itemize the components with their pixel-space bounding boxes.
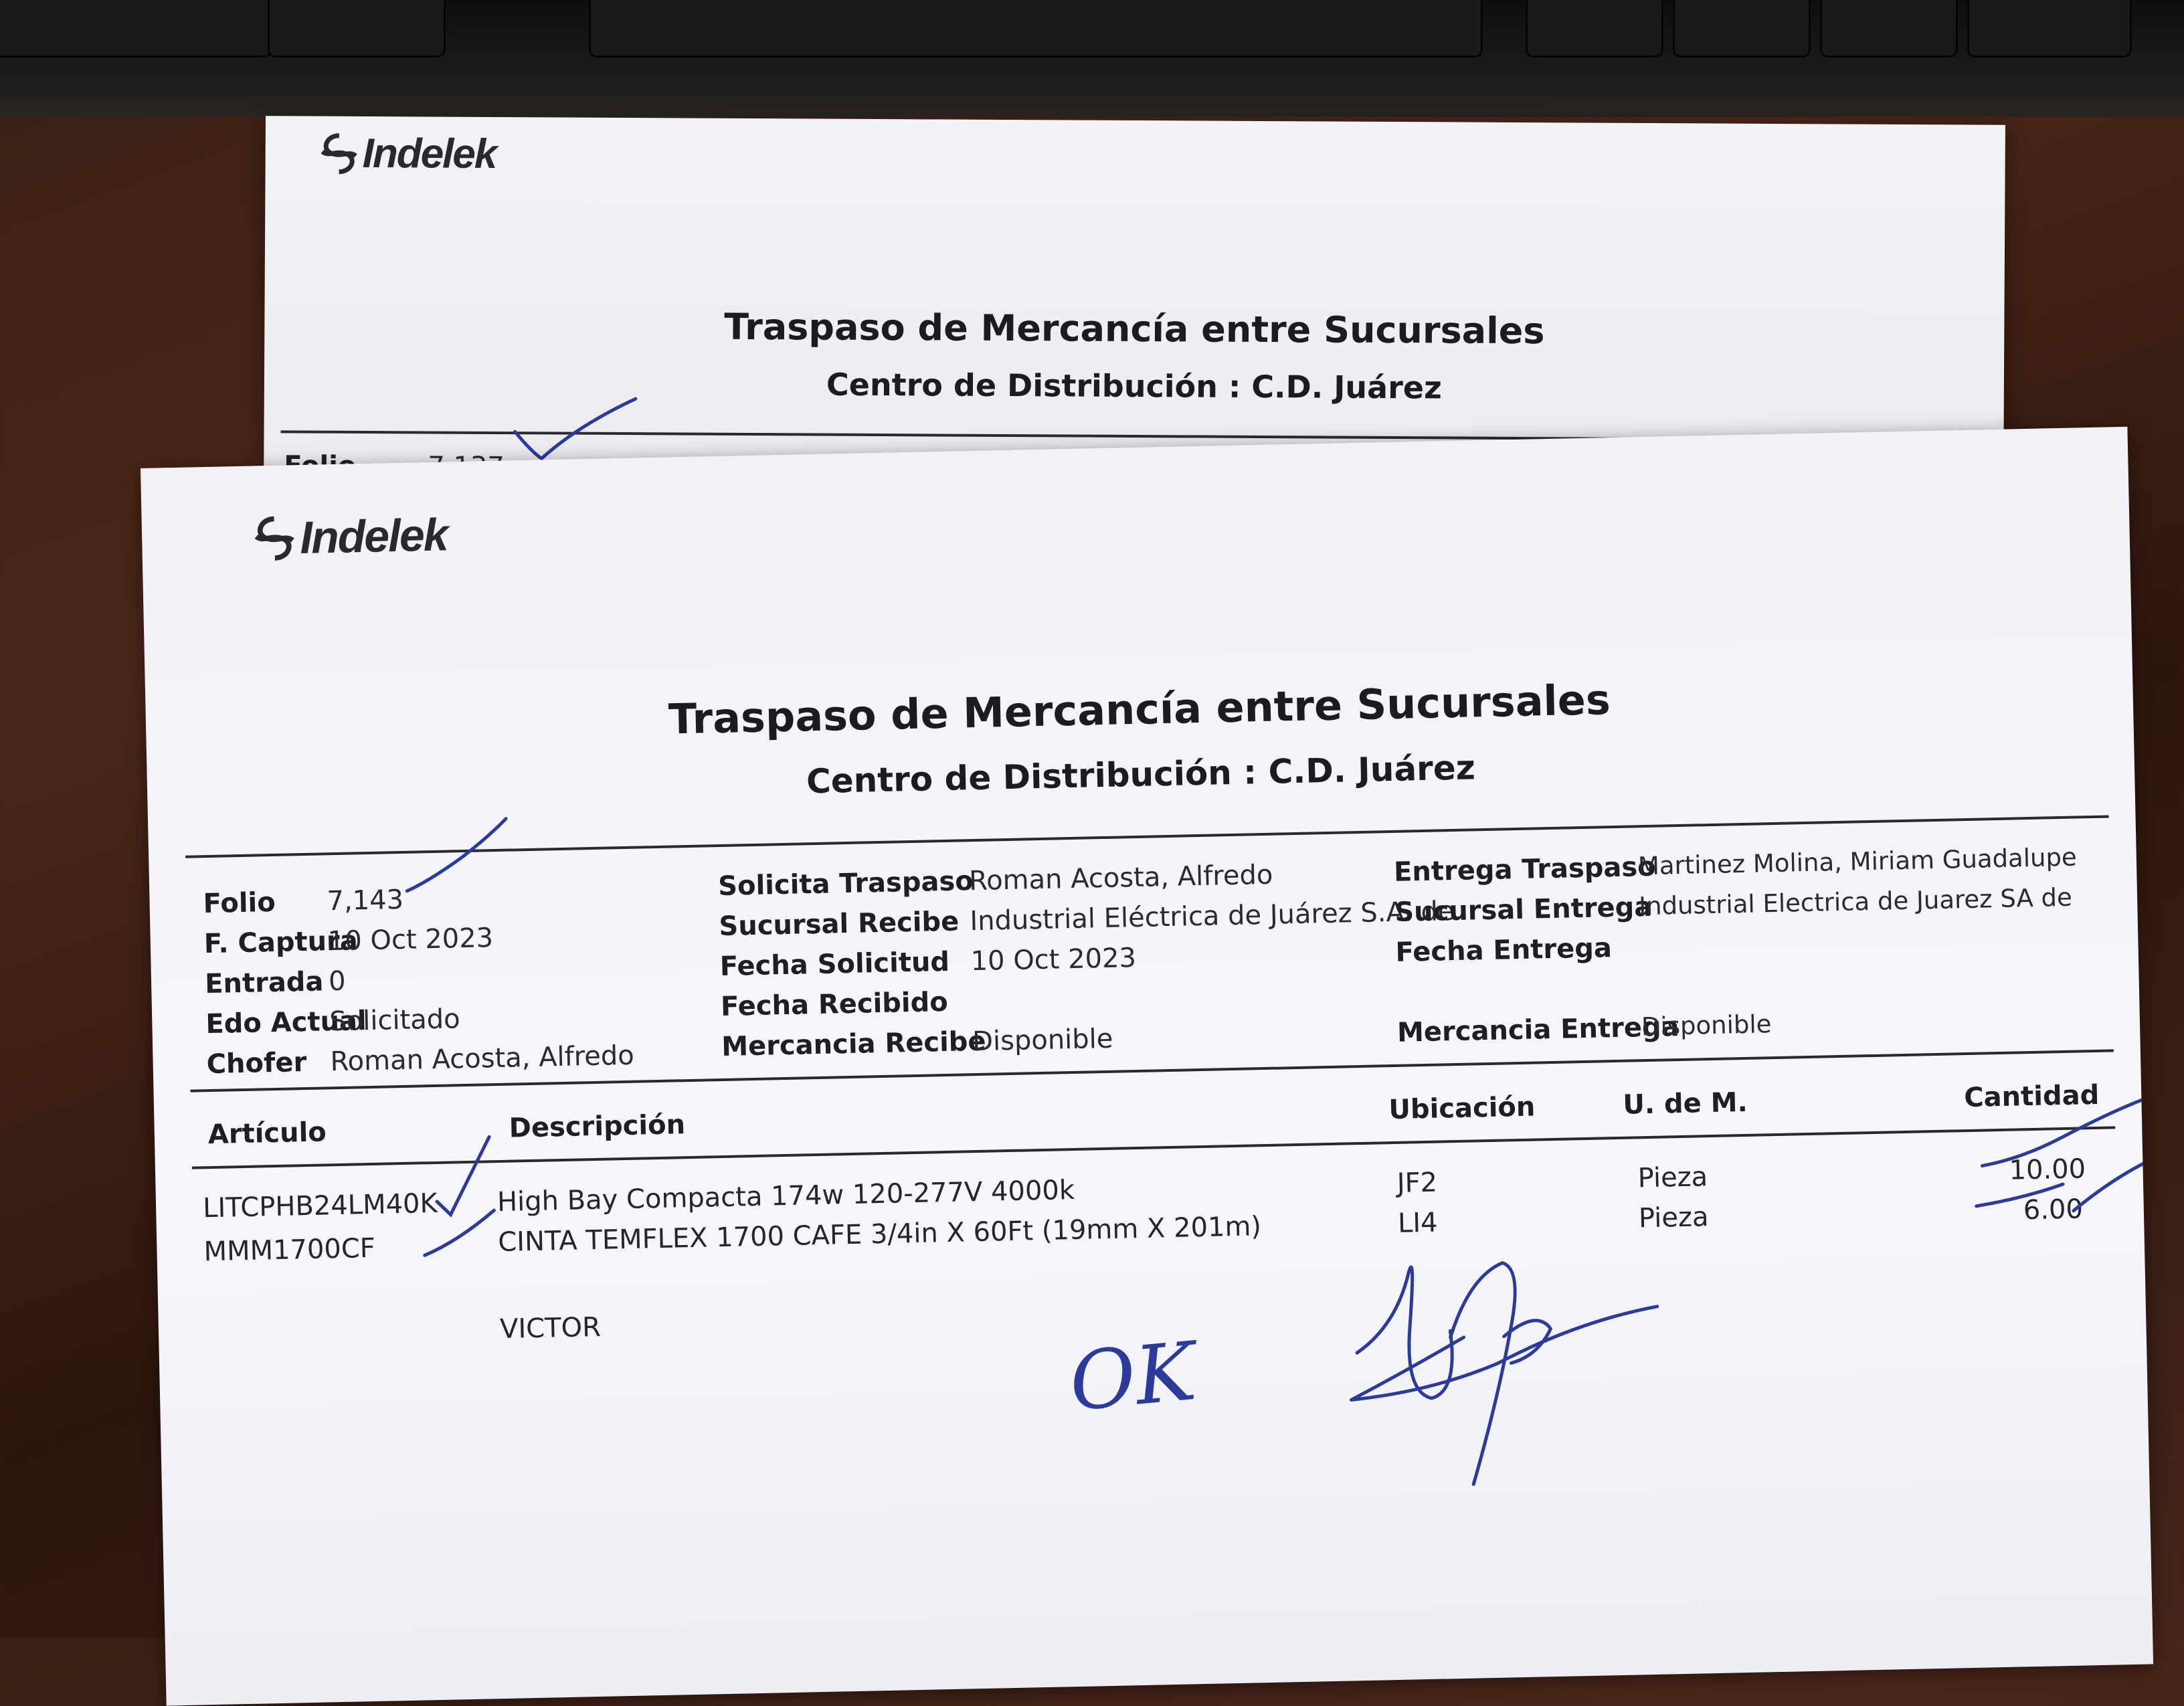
folio-label: Folio — [203, 886, 276, 920]
row2-ubicacion: LI4 — [1397, 1207, 1439, 1239]
fecha-recibido-label: Fecha Recibido — [720, 986, 949, 1023]
indelek-logo — [316, 130, 496, 178]
row1-cantidad: 10.00 — [2009, 1153, 2086, 1186]
row1-ubicacion: JF2 — [1396, 1167, 1438, 1199]
col-articulo-header: Artículo — [207, 1117, 327, 1151]
mercancia-recibe-value: Disponible — [972, 1023, 1113, 1058]
mercancia-entrega-value: Disponible — [1641, 1010, 1772, 1042]
entrega-label: Entrega Traspaso — [1393, 851, 1657, 888]
entrega-value: Martinez Molina, Miriam Guadalupe — [1637, 842, 2078, 881]
keyboard-key — [268, 0, 446, 58]
keyboard-key — [0, 0, 272, 58]
row2-udm: Pieza — [1638, 1202, 1709, 1234]
captura-value: 10 Oct 2023 — [327, 923, 494, 957]
logo-text: Indelek — [362, 130, 496, 178]
mercancia-entrega-label: Mercancia Entrega — [1396, 1012, 1680, 1048]
logo-text: Indelek — [299, 509, 448, 564]
table-header-divider — [192, 1126, 2115, 1169]
indelek-swirl-icon — [248, 512, 300, 565]
document-subtitle: Centro de Distribución : C.D. Juárez — [826, 366, 1442, 406]
document-title: Traspaso de Mercancía entre Sucursales — [724, 305, 1545, 353]
entrada-value: 0 — [328, 965, 347, 998]
keyboard-key — [1967, 0, 2132, 58]
fecha-entrega-label: Fecha Entrega — [1395, 933, 1613, 968]
row2-cantidad: 6.00 — [2023, 1194, 2084, 1226]
document-subtitle: Centro de Distribución : C.D. Juárez — [806, 748, 1476, 801]
keyboard-key — [1820, 0, 1958, 58]
captura-label: F. Captura — [203, 925, 359, 960]
sucursal-entrega-label: Sucursal Entrega — [1394, 891, 1653, 928]
col-descripcion-header: Descripción — [509, 1109, 686, 1144]
edo-actual-label: Edo Actual — [205, 1006, 367, 1040]
keyboard-key — [1526, 0, 1663, 58]
col-udm-header: U. de M. — [1622, 1086, 1748, 1121]
folio-value: 7,143 — [327, 884, 404, 917]
mercancia-recibe-label: Mercancia Recibe — [721, 1026, 986, 1063]
row1-udm: Pieza — [1637, 1161, 1708, 1194]
solicita-value: Roman Acosta, Alfredo — [968, 859, 1273, 897]
document-title: Traspaso de Mercancía entre Sucursales — [668, 675, 1611, 744]
col-ubicacion-header: Ubicación — [1388, 1091, 1536, 1126]
indelek-logo — [248, 508, 448, 565]
row2-descripcion: CINTA TEMFLEX 1700 CAFE 3/4in X 60Ft (19mm X 201m) — [497, 1211, 1262, 1258]
sucursal-recibe-value: Industrial Eléctrica de Juárez S.A. de — [969, 896, 1455, 937]
sucursal-recibe-label: Sucursal Recibe — [719, 906, 960, 943]
fecha-solicitud-value: 10 Oct 2023 — [970, 943, 1137, 977]
edo-actual-value: Solicitado — [329, 1004, 461, 1038]
row1-articulo: LITCPHB24LM40K — [202, 1188, 438, 1224]
fecha-solicitud-label: Fecha Solicitud — [719, 946, 950, 983]
chofer-value: Roman Acosta, Alfredo — [330, 1040, 635, 1078]
note-victor: VICTOR — [499, 1311, 602, 1345]
front-document — [141, 427, 2153, 1706]
indelek-swirl-icon — [316, 130, 363, 177]
solicita-label: Solicita Traspaso — [717, 866, 974, 903]
chofer-label: Chofer — [206, 1047, 307, 1080]
keyboard — [0, 0, 2184, 117]
handwritten-ok: OK — [1065, 1325, 1200, 1430]
signature — [1348, 1260, 1661, 1487]
folio-checkmark — [405, 819, 507, 891]
keyboard-key — [1673, 0, 1811, 58]
sucursal-entrega-value: Industrial Electrica de Juarez SA de — [1638, 882, 2073, 921]
col-cantidad-header: Cantidad — [1963, 1079, 2100, 1114]
row2-articulo: MMM1700CF — [203, 1232, 376, 1268]
entrada-label: Entrada — [204, 966, 324, 1000]
row1-descripcion: High Bay Compacta 174w 120-277V 4000k — [496, 1175, 1075, 1218]
keyboard-spacebar — [589, 0, 1483, 58]
